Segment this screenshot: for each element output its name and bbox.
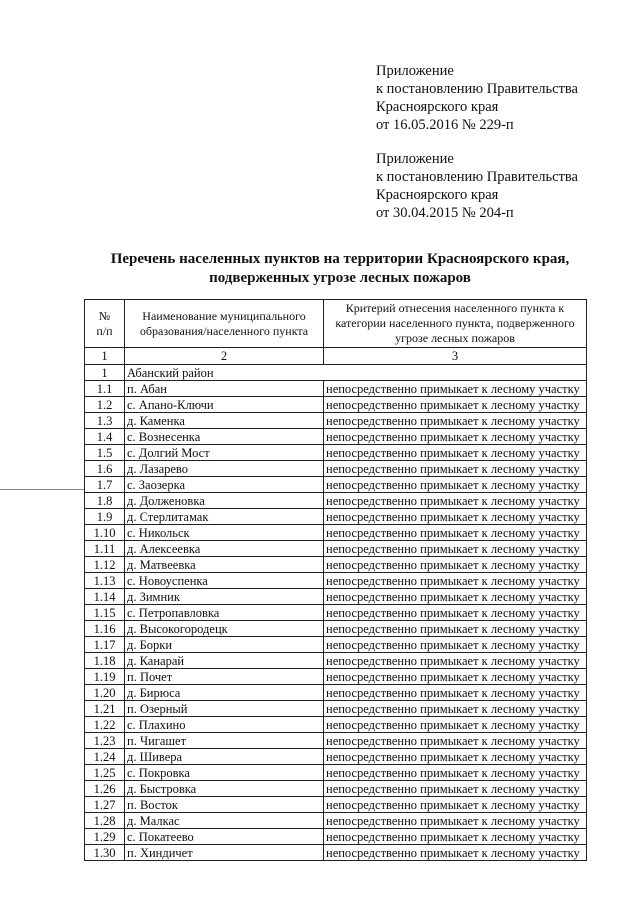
header-number-line-2: п/п — [96, 323, 113, 338]
appendix-2-line-3: Красноярского края — [376, 187, 499, 203]
table-row — [85, 413, 587, 429]
table-row — [85, 525, 587, 541]
criterion-cell: непосредственно примыкает к лесному участку — [324, 765, 587, 781]
criterion-cell: непосредственно примыкает к лесному участку — [324, 413, 587, 429]
row-number: 1.10 — [85, 525, 125, 541]
row-number: 1.26 — [85, 781, 125, 797]
criterion-cell: непосредственно примыкает к лесному участку — [324, 845, 587, 861]
settlement-name: д. Алексеевка — [125, 541, 324, 557]
row-number: 1.8 — [85, 493, 125, 509]
table-row — [85, 829, 587, 845]
row-number: 1.17 — [85, 637, 125, 653]
criterion-cell: непосредственно примыкает к лесному участку — [324, 781, 587, 797]
settlement-name: д. Матвеевка — [125, 557, 324, 573]
settlement-name: д. Канарай — [125, 653, 324, 669]
settlement-name: д. Шивера — [125, 749, 324, 765]
table-row — [85, 541, 587, 557]
row-number: 1.5 — [85, 445, 125, 461]
criterion-cell: непосредственно примыкает к лесному участку — [324, 509, 587, 525]
table-row — [85, 509, 587, 525]
row-number: 1.6 — [85, 461, 125, 477]
table-row — [85, 749, 587, 765]
settlement-name: п. Озерный — [125, 701, 324, 717]
settlement-name: с. Вознесенка — [125, 429, 324, 445]
criterion-cell: непосредственно примыкает к лесному участку — [324, 829, 587, 845]
criterion-cell: непосредственно примыкает к лесному участку — [324, 749, 587, 765]
row-number: 1.2 — [85, 397, 125, 413]
margin-line — [0, 489, 84, 490]
settlement-name: с. Долгий Мост — [125, 445, 324, 461]
criterion-cell: непосредственно примыкает к лесному участку — [324, 525, 587, 541]
settlement-name: д. Зимник — [125, 589, 324, 605]
row-number: 1.21 — [85, 701, 125, 717]
header-criterion-line-1: Критерий отнесения населенного пункта к — [345, 301, 565, 315]
region-number: 1 — [85, 365, 125, 381]
row-number: 1.11 — [85, 541, 125, 557]
table-row — [85, 461, 587, 477]
table-row — [85, 589, 587, 605]
settlement-name: д. Борки — [125, 637, 324, 653]
appendix-2-line-4: от 30.04.2015 № 204-п — [376, 205, 514, 221]
criterion-cell: непосредственно примыкает к лесному участку — [324, 813, 587, 829]
criterion-cell: непосредственно примыкает к лесному участку — [324, 653, 587, 669]
criterion-cell: непосредственно примыкает к лесному участку — [324, 685, 587, 701]
table-row — [85, 557, 587, 573]
appendix-block-2 — [376, 150, 626, 222]
criterion-cell: непосредственно примыкает к лесному участку — [324, 461, 587, 477]
settlement-name: д. Долженовка — [125, 493, 324, 509]
document-title-line-2: подверженных угрозе лесных пожаров — [209, 270, 471, 286]
table-row — [85, 621, 587, 637]
criterion-cell: непосредственно примыкает к лесному участку — [324, 429, 587, 445]
settlement-name: д. Высокогородецк — [125, 621, 324, 637]
table-row — [85, 685, 587, 701]
settlement-name: д. Стерлитамак — [125, 509, 324, 525]
settlement-name: п. Восток — [125, 797, 324, 813]
criterion-cell: непосредственно примыкает к лесному участку — [324, 669, 587, 685]
criterion-cell: непосредственно примыкает к лесному участку — [324, 621, 587, 637]
criterion-cell: непосредственно примыкает к лесному участку — [324, 605, 587, 621]
row-number: 1.4 — [85, 429, 125, 445]
table-row — [85, 765, 587, 781]
header-criterion-line-3: угрозе лесных пожаров — [395, 331, 515, 345]
row-number: 1.3 — [85, 413, 125, 429]
table-row — [85, 813, 587, 829]
criterion-cell: непосредственно примыкает к лесному участку — [324, 573, 587, 589]
table-row — [85, 845, 587, 861]
table-row — [85, 381, 587, 397]
criterion-cell: непосредственно примыкает к лесному участку — [324, 397, 587, 413]
table-row — [85, 397, 587, 413]
criterion-cell: непосредственно примыкает к лесному участку — [324, 557, 587, 573]
header-name-line-1: Наименование муниципального — [142, 308, 306, 323]
header-number — [85, 300, 125, 348]
criterion-cell: непосредственно примыкает к лесному участку — [324, 589, 587, 605]
header-name-line-2: образования/населенного пункта — [139, 323, 309, 338]
settlement-name: с. Никольск — [125, 525, 324, 541]
table-row — [85, 445, 587, 461]
settlement-name: д. Каменка — [125, 413, 324, 429]
criterion-cell: непосредственно примыкает к лесному участку — [324, 717, 587, 733]
settlement-name: д. Лазарево — [125, 461, 324, 477]
criterion-cell: непосредственно примыкает к лесному участку — [324, 493, 587, 509]
table-row — [85, 653, 587, 669]
criterion-cell: непосредственно примыкает к лесному участку — [324, 637, 587, 653]
table-row — [85, 477, 587, 493]
settlement-name: д. Малкас — [125, 813, 324, 829]
table-row — [85, 717, 587, 733]
row-number: 1.1 — [85, 381, 125, 397]
criterion-cell: непосредственно примыкает к лесному участку — [324, 797, 587, 813]
criterion-cell: непосредственно примыкает к лесному участку — [324, 381, 587, 397]
settlement-name: с. Плахино — [125, 717, 324, 733]
row-number: 1.28 — [85, 813, 125, 829]
row-number: 1.23 — [85, 733, 125, 749]
row-number: 1.9 — [85, 509, 125, 525]
region-row — [85, 365, 587, 381]
criterion-cell: непосредственно примыкает к лесному участку — [324, 445, 587, 461]
row-number: 1.22 — [85, 717, 125, 733]
row-number: 1.19 — [85, 669, 125, 685]
settlement-name: д. Быстровка — [125, 781, 324, 797]
appendix-1-line-1: Приложение — [376, 63, 454, 79]
row-number: 1.24 — [85, 749, 125, 765]
settlement-name: п. Абан — [125, 381, 324, 397]
settlement-name: с. Покатеево — [125, 829, 324, 845]
row-number: 1.12 — [85, 557, 125, 573]
header-number-line-1: № — [98, 308, 111, 323]
row-number: 1.30 — [85, 845, 125, 861]
appendix-2-line-2: к постановлению Правительства — [376, 169, 578, 185]
column-number: 3 — [324, 348, 587, 365]
table-row — [85, 605, 587, 621]
settlement-name: с. Заозерка — [125, 477, 324, 493]
row-number: 1.25 — [85, 765, 125, 781]
settlement-name: п. Почет — [125, 669, 324, 685]
table-row — [85, 701, 587, 717]
document-title — [80, 250, 600, 288]
table-row — [85, 493, 587, 509]
row-number: 1.13 — [85, 573, 125, 589]
table-header-row — [85, 300, 587, 348]
settlements-table — [84, 299, 587, 861]
header-name — [125, 300, 324, 348]
settlement-name: с. Новоуспенка — [125, 573, 324, 589]
criterion-cell: непосредственно примыкает к лесному участку — [324, 477, 587, 493]
table-row — [85, 669, 587, 685]
row-number: 1.16 — [85, 621, 125, 637]
appendix-1-line-4: от 16.05.2016 № 229-п — [376, 117, 514, 133]
appendix-block-1 — [376, 62, 626, 134]
appendix-2-line-1: Приложение — [376, 151, 454, 167]
row-number: 1.14 — [85, 589, 125, 605]
row-number: 1.15 — [85, 605, 125, 621]
table-row — [85, 781, 587, 797]
table-row — [85, 573, 587, 589]
region-name: Абанский район — [125, 365, 587, 381]
row-number: 1.27 — [85, 797, 125, 813]
settlement-name: п. Чигашет — [125, 733, 324, 749]
settlement-name: с. Апано-Ключи — [125, 397, 324, 413]
settlement-name: с. Петропавловка — [125, 605, 324, 621]
row-number: 1.20 — [85, 685, 125, 701]
header-criterion — [324, 300, 587, 348]
criterion-cell: непосредственно примыкает к лесному участку — [324, 733, 587, 749]
table-row — [85, 797, 587, 813]
settlement-name: д. Бирюса — [125, 685, 324, 701]
header-criterion-line-2: категории населенного пункта, подверженного — [335, 316, 575, 330]
table-row — [85, 637, 587, 653]
settlement-name: п. Хиндичет — [125, 845, 324, 861]
table-row — [85, 733, 587, 749]
column-number: 2 — [125, 348, 324, 365]
criterion-cell: непосредственно примыкает к лесному участку — [324, 541, 587, 557]
criterion-cell: непосредственно примыкает к лесному участку — [324, 701, 587, 717]
row-number: 1.7 — [85, 477, 125, 493]
column-number: 1 — [85, 348, 125, 365]
appendix-1-line-2: к постановлению Правительства — [376, 81, 578, 97]
row-number: 1.29 — [85, 829, 125, 845]
document-title-line-1: Перечень населенных пунктов на территории Красноярского края, — [110, 251, 570, 267]
row-number: 1.18 — [85, 653, 125, 669]
appendix-1-line-3: Красноярского края — [376, 99, 499, 115]
settlement-name: с. Покровка — [125, 765, 324, 781]
table-row — [85, 429, 587, 445]
column-number-row — [85, 348, 587, 365]
